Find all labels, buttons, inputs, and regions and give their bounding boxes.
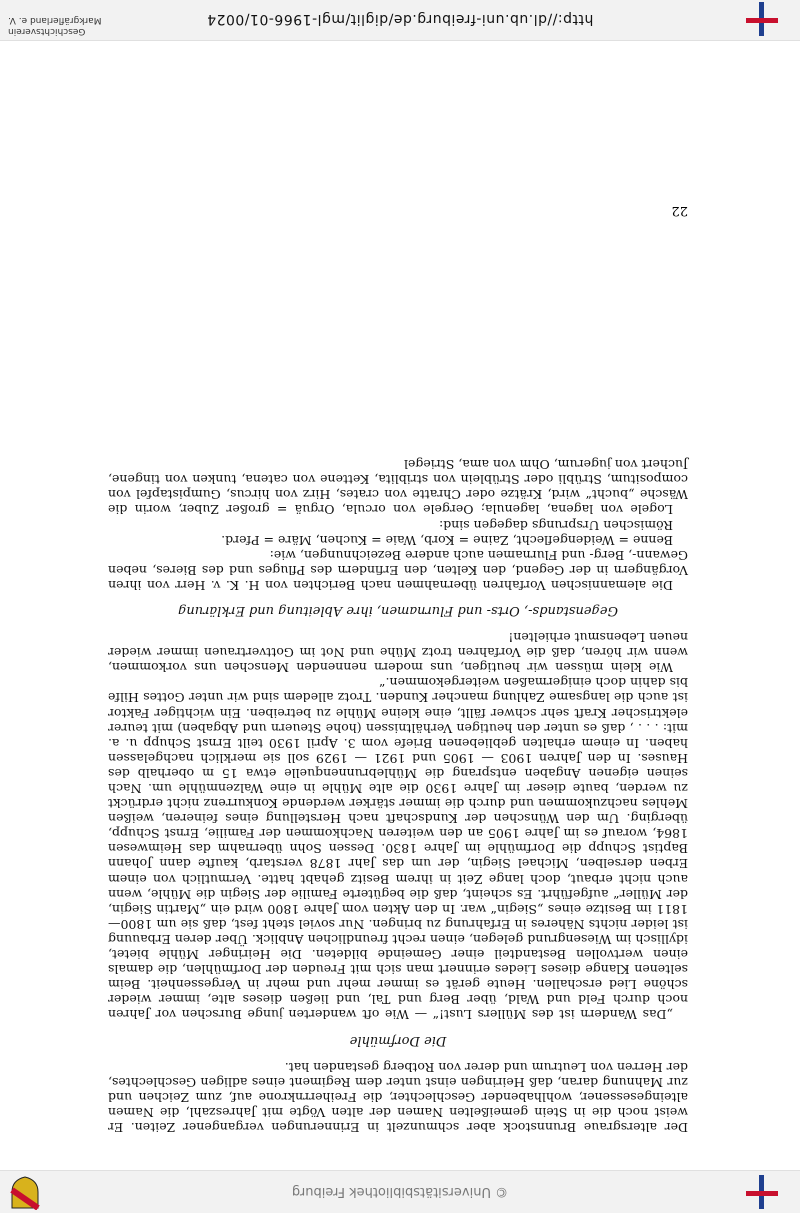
namen-paragraph-4: Logele von lagena, lagenula; Oergele von orcula, Orguä = großer Zuber, worin die Wäsche „bucht“ wird, Krätze oder Chratte von crates, Hirz von hircus, Gumpistapfel von compositum, Strübli oder Strüblein von striblita, Kettene von catena, tunken von tingene, Juchert von jugerum, Ohm von ama, Striegel xyxy=(108,457,688,518)
header-copyright: © Universitätsbibliothek Freiburg xyxy=(291,1184,509,1200)
dorfmuehle-paragraph-1: „Das Wandern ist des Müllers Lust!“ — Wie oft wanderten junge Burschen vor Jahren noch durch Feld und Wald, über Berg und Tal, und ließen dieses alte, immer wieder schöne Lied erschallen. Heute gerät es immer mehr und mehr in Vergessenheit. Beim seltenen Klange dieses Liedes erinnert man sich mit Freuden der Dorfmühlen, die damals einen wertvollen Bestandteil einer Gemeinde bildeten. Die Heiringer Mühle bietet, idyllisch im Wiesengrund gelegen, einen recht freundlichen Anblick. Über deren Erbauung ist leider nichts Näheres in Erfahrung zu bringen. Nur soviel steht fest, daß sie um 1800—1811 im Besitze eines „Siegin“ war. In den Akten vom Jahre 1800 wird ein „Martin Siegin, der Müller“ aufgeführt. Es scheint, daß die begüterte Familie der Siegin die Mühle, wenn auch nicht erbaut, doch lange Zeit in ihrem Besitz gehabt hatte. Vermutlich von einem Erben derselben, Michael Siegin, der um das Jahr 1878 verstarb, kaufte dann Johann Baptist Schupp die Dorfmühle im Jahre 1830. Dessen Sohn übernahm das Heimwesen 1864, worauf es im Jahre 1905 an den weiteren Nachkommen der Familie, Ernst Schupp, überging. Um den Wünschen der Kundschaft nach Herstellung eines feineren, weißen Mehles nachzukommen und durch die immer stärker werdende Konkurrenz nicht erdrückt zu werden, baute dieser im Jahre 1930 die alte Mühle in eine Walzenmühle um. Nach seinen eigenen Angaben entsprang die Mühlebrunnenquelle etwa 15 m oberhalb des Hauses. In den Jahren 1903 — 1905 und 1921 — 1929 soll sie merklich nachgelassen haben. In einem erhalten gebliebenen Briefe vom 3. April 1930 teilt Ernst Schupp u. a. mit: . . . , daß es unter den heutigen Verhältnissen (hohe Steuern und Abgaben) mit teurer elektrischer Kraft sehr schwer fällt, eine kleine Mühle zu betreiben. Ein wichtiger Faktor ist auch die langsame Zahlung mancher Kunden. Trotz alledem sind wir unter Gottes Hilfe bis dahin doch einigermaßen weitergekommen.“ xyxy=(108,675,688,1023)
namen-paragraph-1: Die alemannischen Vorfahren übernahmen nach Berichten von H. K. v. Herr von ihren Vorgängern in der Gegend, den Kelten, den Erfindern des Pfluges und des Bieres, neben Gewann-, Berg- und Flurnamen auch andere Bezeichnungen, wie: xyxy=(108,547,688,593)
section-title-namen: Gegenstands-, Orts- und Flurnamen, ihre Ableitung und Erklärung xyxy=(178,603,618,618)
library-cross-logo-icon xyxy=(746,2,778,36)
dorfmuehle-paragraph-2: Wie klein müssen wir heutigen, uns modern nennenden Menschen uns vorkommen, wenn wir hören, daß die Vorfahren trotz Mühe und Not im Gottvertrauen immer wieder neuen Lebensmut erhielten! xyxy=(108,630,688,676)
intro-paragraph: Der altersgraue Brunnstock aber schmunzelt in Erinnerungen vergangener Zeiten. Er weist noch die in Stein gemeißelten Namen der alten Vögte mit Jahreszahl, die Namen alteingesessener, wohlhabender Geschlechter, die Freiherrnkrone auf, zum Zeichen und zur Mahnung daran, daß Heiringen einst unter dem Regiment eines adligen Geschlechtes, der Herren von Leutrum und derer von Rotberg gestanden hat. xyxy=(108,1059,688,1135)
footer-band xyxy=(0,0,800,41)
header-band xyxy=(0,1170,800,1213)
section-title-dorfmuehle: Die Dorfmühle xyxy=(349,1032,447,1048)
namen-paragraph-3: Römischen Ursprungs dagegen sind: xyxy=(438,517,673,533)
page-number: 22 xyxy=(671,203,688,218)
library-cross-logo-icon xyxy=(746,1175,778,1209)
namen-paragraph-2: Benne = Weidengeflecht, Zaine = Korb, Waie = Kuchen, Märe = Pferd. xyxy=(221,532,673,548)
document-body xyxy=(108,457,688,1135)
footer-brand: Geschichtsverein Markgräflerland e. V. xyxy=(8,15,102,36)
society-shield-icon xyxy=(10,1176,40,1210)
permalink-url[interactable]: http://dl.ub.uni-freiburg.de/diglit/mgl-1966-01/0024 xyxy=(206,11,594,27)
